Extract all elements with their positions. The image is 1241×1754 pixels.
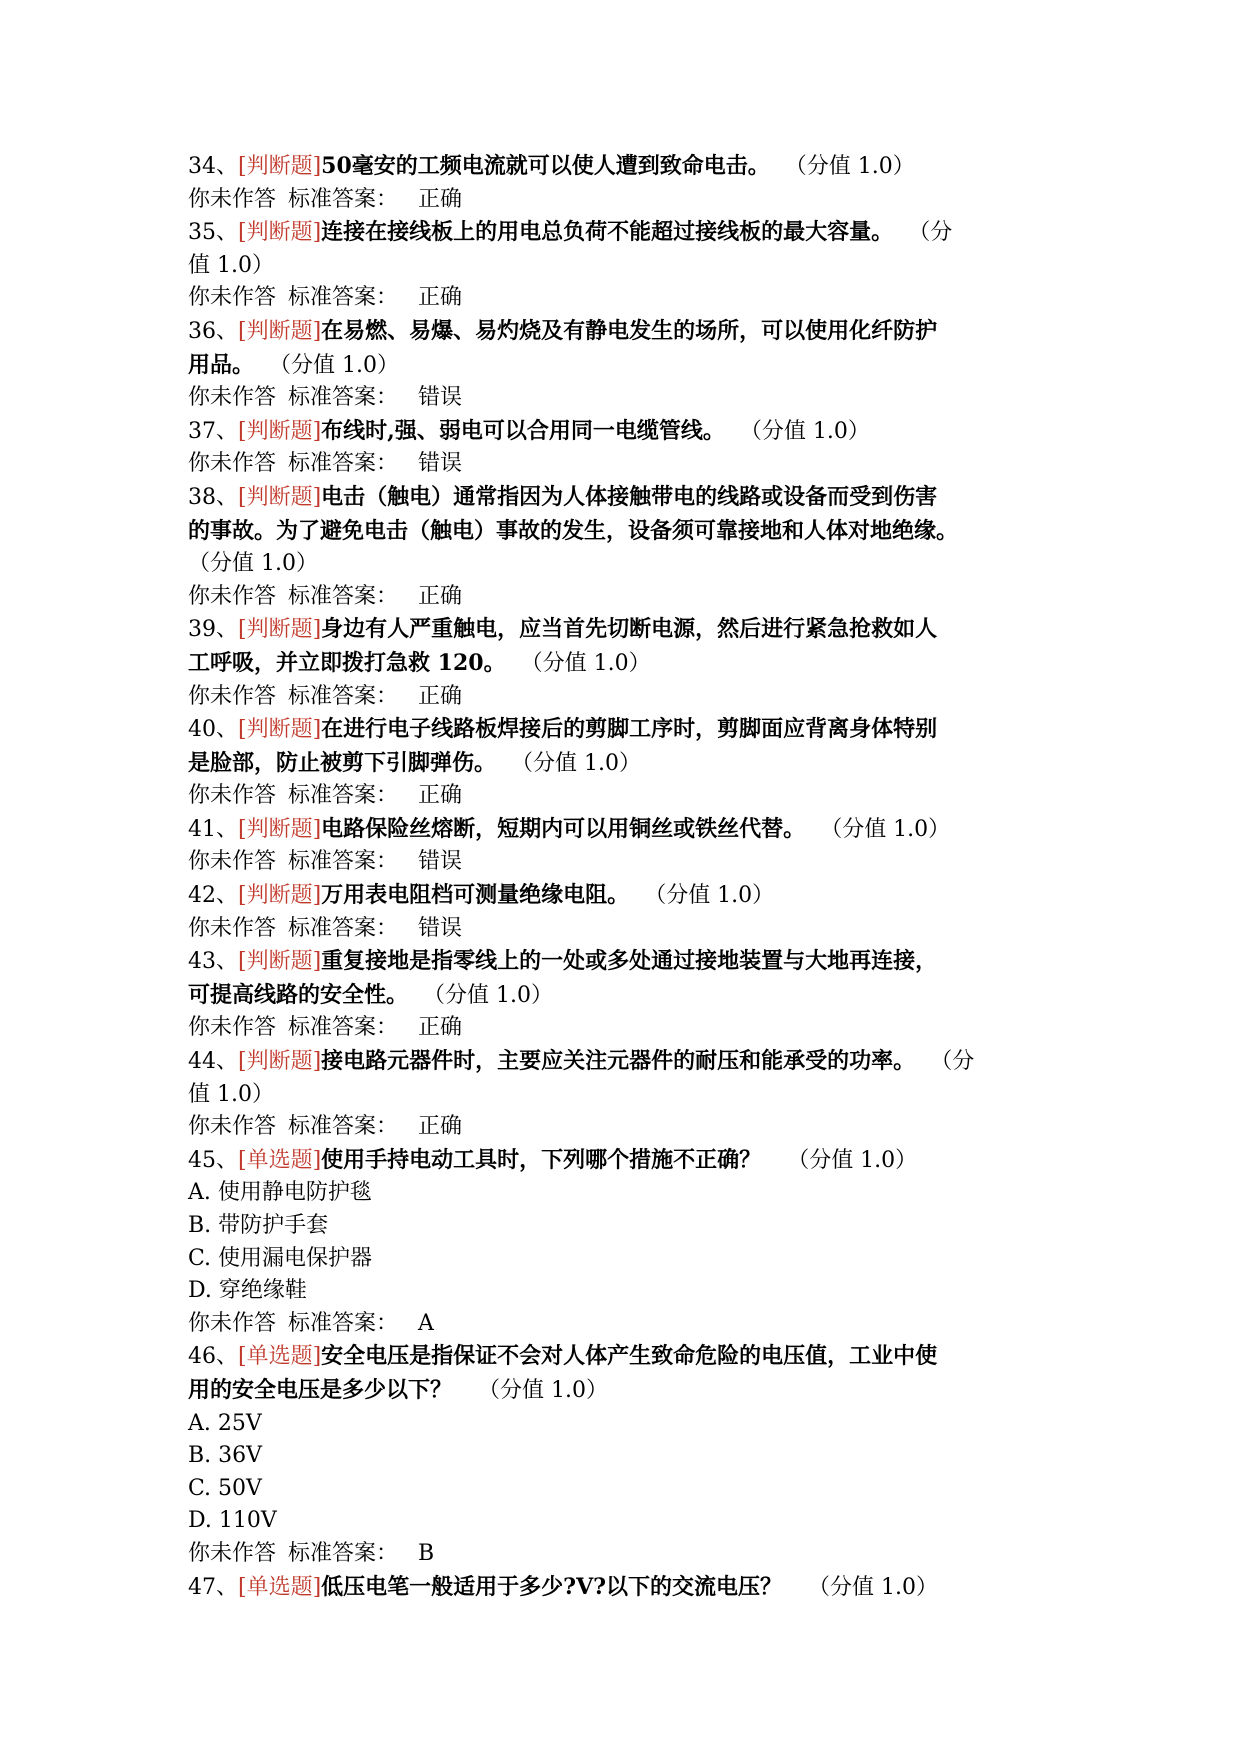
answer-option: A. 25V xyxy=(188,1410,262,1436)
answer-status: 你未作答 xyxy=(188,451,277,477)
question-score: 值 1.0） xyxy=(188,252,274,278)
question-number: 35、 xyxy=(188,220,238,246)
answer-label: 标准答案： xyxy=(288,683,399,709)
answer-status: 你未作答 xyxy=(188,186,277,212)
standard-answer: 错误 xyxy=(418,451,463,477)
standard-answer: 正确 xyxy=(418,683,463,709)
question-score: （分值 1.0） xyxy=(750,418,870,444)
question-text: 用的安全电压是多少以下？ xyxy=(188,1376,453,1403)
question-score: （分值 1.0） xyxy=(831,816,951,842)
question-number: 41、 xyxy=(188,816,238,842)
answer-label: 标准答案： xyxy=(288,783,399,809)
answer-label: 标准答案： xyxy=(288,1310,399,1336)
question-type: [判断题] xyxy=(238,717,322,743)
question-text: 在易燃、易爆、易灼烧及有静电发生的场所，可以使用化纤防护 xyxy=(321,317,938,344)
answer-status: 你未作答 xyxy=(188,915,277,941)
question-line xyxy=(188,315,1058,349)
question-type: [判断题] xyxy=(238,154,322,179)
answer-line xyxy=(188,382,1058,415)
question-block xyxy=(188,1571,1058,1605)
question-line xyxy=(188,1144,1058,1178)
question-text: 电路保险丝熔断，短期内可以用铜丝或铁丝代替。 xyxy=(321,815,806,842)
answer-option: C. 50V xyxy=(188,1475,262,1501)
question-block xyxy=(188,1340,1058,1570)
answer-line xyxy=(188,681,1058,714)
answer-label: 标准答案： xyxy=(288,849,399,875)
question-line xyxy=(188,1374,1058,1408)
question-line xyxy=(188,250,1058,283)
answer-label: 标准答案： xyxy=(288,451,399,477)
question-block xyxy=(188,879,1058,945)
answer-status: 你未作答 xyxy=(188,1310,277,1336)
answer-line xyxy=(188,1012,1058,1045)
answer-label: 标准答案： xyxy=(288,915,399,941)
answer-status: 你未作答 xyxy=(188,1540,277,1566)
question-line xyxy=(188,1340,1058,1374)
question-text: 电击（触电）通常指因为人体接触带电的线路或设备而受到伤害 xyxy=(321,483,938,510)
question-line xyxy=(188,415,1058,449)
standard-answer: 正确 xyxy=(418,285,463,311)
question-text: 工呼吸，并立即拨打急救 120。 xyxy=(188,649,506,676)
answer-status: 你未作答 xyxy=(188,849,277,875)
question-text: 的事故。为了避免电击（触电）事故的发生，设备须可靠接地和人体对地绝缘。 xyxy=(188,517,959,544)
answer-label: 标准答案： xyxy=(288,1540,399,1566)
question-type: [判断题] xyxy=(238,1049,322,1075)
answer-status: 你未作答 xyxy=(188,1114,277,1140)
question-block xyxy=(188,216,1058,315)
question-line xyxy=(188,879,1058,913)
answer-label: 标准答案： xyxy=(288,1015,399,1041)
question-block xyxy=(188,1045,1058,1144)
question-number: 46、 xyxy=(188,1344,238,1370)
answer-option: D. 穿绝缘鞋 xyxy=(188,1278,307,1304)
question-block xyxy=(188,713,1058,813)
question-line xyxy=(188,945,1058,979)
question-number: 42、 xyxy=(188,883,238,909)
answer-option: D. 110V xyxy=(188,1508,277,1534)
question-number: 39、 xyxy=(188,617,238,643)
question-type: [判断题] xyxy=(238,949,322,975)
answer-label: 标准答案： xyxy=(288,1114,399,1140)
standard-answer: A xyxy=(418,1310,434,1336)
standard-answer: 正确 xyxy=(418,783,463,809)
answer-line xyxy=(188,448,1058,481)
answer-label: 标准答案： xyxy=(288,186,399,212)
question-line xyxy=(188,1571,1058,1605)
question-text: 重复接地是指零线上的一处或多处通过接地装置与大地再连接， xyxy=(321,948,938,975)
question-text: 布线时,强、弱电可以合用同一电缆管线。 xyxy=(321,417,725,444)
question-score: （分值 1.0） xyxy=(787,1147,918,1173)
question-text: 连接在接线板上的用电总负荷不能超过接线板的最大容量。 xyxy=(321,219,894,246)
question-score: （分值 1.0） xyxy=(808,1574,939,1600)
question-number: 38、 xyxy=(188,484,238,510)
question-type: [判断题] xyxy=(238,418,322,444)
question-text: 使用手持电动工具时，下列哪个措施不正确？ xyxy=(321,1146,762,1173)
answer-status: 你未作答 xyxy=(188,783,277,809)
question-text: 低压电笔一般适用于多少?V?以下的交流电压？ xyxy=(321,1573,783,1600)
question-type: [判断题] xyxy=(238,484,322,510)
standard-answer: 错误 xyxy=(418,849,463,875)
answer-status: 你未作答 xyxy=(188,1015,277,1041)
answer-line xyxy=(188,913,1058,946)
answer-line xyxy=(188,184,1058,217)
answer-option: C. 使用漏电保护器 xyxy=(188,1245,373,1271)
question-block xyxy=(188,1144,1058,1341)
question-text: 安全电压是指保证不会对人体产生致命危险的电压值，工业中使 xyxy=(321,1343,938,1370)
question-text: 是脸部，防止被剪下引脚弹伤。 xyxy=(188,749,497,776)
question-type: [判断题] xyxy=(238,220,322,246)
question-line xyxy=(188,647,1058,681)
question-block xyxy=(188,315,1058,415)
question-score: 值 1.0） xyxy=(188,1081,274,1107)
standard-answer: B xyxy=(418,1540,435,1566)
question-line xyxy=(188,813,1058,847)
answer-line xyxy=(188,581,1058,614)
question-score: （分 xyxy=(941,1049,975,1075)
answer-option: A. 使用静电防护毯 xyxy=(188,1180,372,1206)
question-line xyxy=(188,1045,1058,1079)
question-number: 40、 xyxy=(188,717,238,743)
answer-line xyxy=(188,1308,1058,1341)
question-number: 37、 xyxy=(188,418,238,444)
answer-option: B. 36V xyxy=(188,1443,263,1469)
standard-answer: 正确 xyxy=(418,1015,463,1041)
answer-line xyxy=(188,1538,1058,1571)
standard-answer: 错误 xyxy=(418,385,463,411)
question-text: 用品。 xyxy=(188,351,255,378)
question-block xyxy=(188,945,1058,1045)
question-block xyxy=(188,415,1058,481)
question-line xyxy=(188,713,1058,747)
question-number: 47、 xyxy=(188,1574,238,1600)
question-type: [判断题] xyxy=(238,816,322,842)
question-line xyxy=(188,979,1058,1013)
question-line xyxy=(188,548,1058,581)
question-text: 50毫安的工频电流就可以使人遭到致命电击。 xyxy=(321,153,770,179)
answer-label: 标准答案： xyxy=(288,583,399,609)
question-line xyxy=(188,216,1058,250)
question-line xyxy=(188,613,1058,647)
question-line xyxy=(188,1079,1058,1112)
question-score: （分值 1.0） xyxy=(531,650,651,676)
question-type: [判断题] xyxy=(238,318,322,344)
question-block xyxy=(188,813,1058,879)
answer-label: 标准答案： xyxy=(288,385,399,411)
standard-answer: 正确 xyxy=(418,1114,463,1140)
question-type: [单选题] xyxy=(238,1574,322,1600)
question-type: [单选题] xyxy=(238,1344,322,1370)
question-score: （分值 1.0） xyxy=(522,750,641,776)
answer-label: 标准答案： xyxy=(288,285,399,311)
question-block xyxy=(188,481,1058,613)
question-block xyxy=(188,150,1058,216)
standard-answer: 正确 xyxy=(418,186,463,212)
answer-status: 你未作答 xyxy=(188,583,277,609)
standard-answer: 正确 xyxy=(418,583,463,609)
question-list xyxy=(188,150,1058,1604)
question-block xyxy=(188,613,1058,713)
question-type: [判断题] xyxy=(238,617,322,643)
question-text: 在进行电子线路板焊接后的剪脚工序时，剪脚面应背离身体特别 xyxy=(321,716,938,743)
question-score: （分值 1.0） xyxy=(280,352,399,378)
question-number: 44、 xyxy=(188,1049,238,1075)
question-text: 身边有人严重触电，应当首先切断电源，然后进行紧急抢救如人 xyxy=(321,616,938,643)
answer-option: B. 带防护手套 xyxy=(188,1213,329,1238)
answer-line xyxy=(188,1111,1058,1144)
question-line xyxy=(188,150,1058,184)
question-text: 可提高线路的安全性。 xyxy=(188,981,409,1008)
standard-answer: 错误 xyxy=(418,915,463,941)
question-number: 34、 xyxy=(188,154,238,179)
question-type: [判断题] xyxy=(238,883,322,909)
answer-line xyxy=(188,846,1058,879)
question-score: （分值 1.0） xyxy=(478,1377,608,1403)
question-score: （分值 1.0） xyxy=(655,883,775,909)
answer-status: 你未作答 xyxy=(188,285,277,311)
answer-status: 你未作答 xyxy=(188,683,277,709)
question-score: （分值 1.0） xyxy=(795,154,915,179)
answer-line xyxy=(188,780,1058,813)
question-number: 43、 xyxy=(188,949,238,975)
question-text: 万用表电阻档可测量绝缘电阻。 xyxy=(321,882,630,909)
question-number: 45、 xyxy=(188,1147,238,1173)
answer-line xyxy=(188,282,1058,315)
question-score: （分值 1.0） xyxy=(434,982,553,1008)
question-score: （分 xyxy=(919,220,953,246)
question-number: 36、 xyxy=(188,318,238,344)
question-line xyxy=(188,747,1058,781)
question-score: （分值 1.0） xyxy=(188,551,318,577)
question-text: 接电路元器件时，主要应关注元器件的耐压和能承受的功率。 xyxy=(321,1048,916,1075)
question-line xyxy=(188,349,1058,383)
question-line xyxy=(188,481,1058,515)
question-line xyxy=(188,515,1058,549)
question-type: [单选题] xyxy=(238,1147,322,1173)
answer-status: 你未作答 xyxy=(188,385,277,411)
